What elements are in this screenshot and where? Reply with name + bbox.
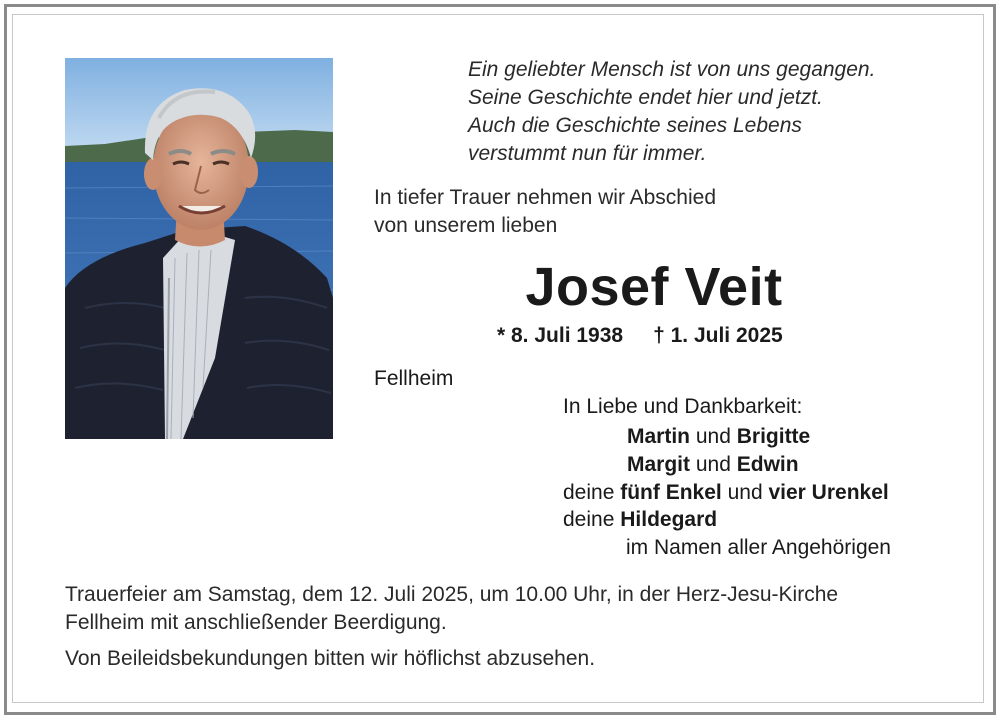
mourner-line [563, 506, 717, 534]
intro-line: In tiefer Trauer nehmen wir Abschied [374, 186, 717, 209]
mourner-line [627, 451, 799, 479]
mourner-name: Martin [627, 425, 690, 448]
intro-text [374, 184, 716, 240]
birth-date: * 8. Juli 1938 [497, 324, 624, 347]
poem-line: Auch die Geschichte seines Lebens [468, 114, 802, 137]
hometown: Fellheim [374, 367, 454, 390]
mourner-prefix: deine [563, 508, 615, 531]
thanks-line: In Liebe und Dankbarkeit: [563, 395, 803, 418]
conjunction: und [695, 425, 731, 448]
deceased-name: Josef Veit [525, 257, 783, 317]
mourner-line [627, 423, 810, 451]
conjunction: und [727, 481, 763, 504]
intro-line: von unserem lieben [374, 214, 558, 237]
funeral-line: Fellheim mit anschließender Beerdigung. [65, 611, 447, 634]
mourner-name: Hildegard [620, 508, 718, 531]
mourner-prefix: deine [563, 481, 615, 504]
mourner-group: fünf Enkel [620, 481, 722, 504]
poem-line: verstummt nun für immer. [468, 142, 707, 165]
mourner-name: Margit [627, 453, 690, 476]
condolence-note: Von Beileidsbekundungen bitten wir höflichst abzusehen. [65, 647, 596, 670]
mourner-name: Edwin [736, 453, 799, 476]
poem [468, 56, 875, 168]
funeral-line: Trauerfeier am Samstag, dem 12. Juli 2025, um 10.00 Uhr, in der Herz-Jesu-Kirche [65, 583, 839, 606]
portrait-photo [65, 58, 333, 439]
poem-line: Seine Geschichte endet hier und jetzt. [468, 86, 823, 109]
conjunction: und [695, 453, 731, 476]
mourner-line [563, 479, 889, 507]
death-date: † 1. Juli 2025 [653, 324, 783, 347]
mourner-line: im Namen aller Angehörigen [626, 536, 891, 559]
funeral-notice [65, 581, 838, 673]
mourner-name: Brigitte [736, 425, 811, 448]
mourner-group: vier Urenkel [768, 481, 889, 504]
life-dates [497, 322, 783, 350]
poem-line: Ein geliebter Mensch ist von uns gegangen. [468, 58, 876, 81]
